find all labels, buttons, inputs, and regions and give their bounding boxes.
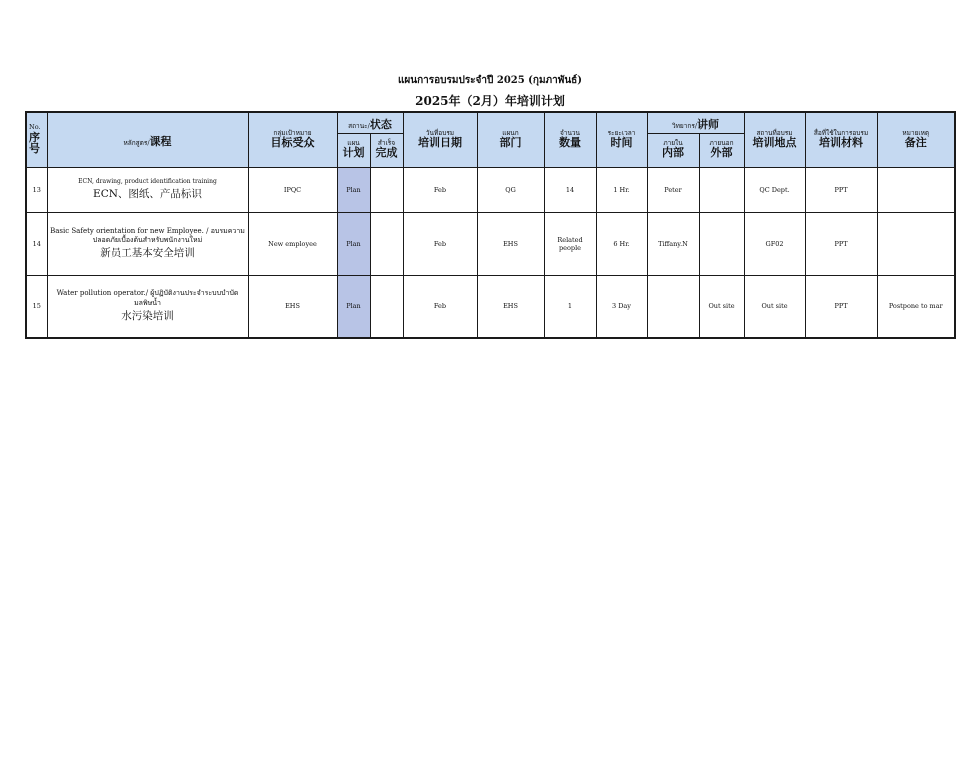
course-en: Basic Safety orientation for new Employee. / อบรมความปลอดภัยเบื้องต้นสำหรับพนักงานใหม่ (50, 226, 245, 245)
header-lecturer-cn: 讲师 (697, 117, 720, 131)
header-audience (248, 112, 337, 167)
header-location-th: สถานที่อบรม (756, 128, 793, 137)
cell-date: Feb (403, 212, 477, 275)
course-cn: ECN、图纸、产品标识 (93, 187, 202, 200)
header-dept-cn: 部门 (499, 136, 522, 150)
header-date-cn: 培训日期 (418, 136, 462, 150)
cell-location: QC Dept. (744, 167, 805, 212)
cell-plan: Plan (337, 275, 370, 338)
header-internal-cn: 内部 (662, 146, 684, 160)
cell-time: 1 Hr. (596, 167, 647, 212)
table-row (26, 212, 955, 275)
cell-internal: Peter (647, 167, 699, 212)
cell-qty: 14 (544, 167, 596, 212)
training-plan-table (25, 111, 956, 339)
header-external (699, 133, 744, 167)
cell-audience: New employee (248, 212, 337, 275)
header-time (596, 112, 647, 167)
cell-date: Feb (403, 167, 477, 212)
header-plan-th: แผน (347, 138, 360, 147)
header-no (26, 112, 47, 167)
cell-done (370, 212, 403, 275)
cell-material: PPT (805, 167, 877, 212)
header-done (370, 133, 403, 167)
header-external-th: ภายนอก (709, 138, 734, 147)
header-dept (477, 112, 544, 167)
header-location (744, 112, 805, 167)
cell-internal (647, 275, 699, 338)
header-material-th: สื่อที่ใช้ในการอบรม (813, 128, 869, 137)
header-no-en: No. (29, 123, 41, 132)
cell-no: 15 (26, 275, 47, 338)
table-row (26, 167, 955, 212)
header-dept-th: แผนก (502, 128, 519, 137)
cell-course (47, 275, 248, 338)
header-course-cn: 课程 (149, 134, 172, 148)
course-cn: 水污染培训 (121, 309, 174, 322)
cell-remarks: Postpone to mar (877, 275, 955, 338)
header-qty-cn: 数量 (559, 136, 581, 150)
cell-audience: IPQC (248, 167, 337, 212)
cell-done (370, 167, 403, 212)
header-external-cn: 外部 (710, 146, 733, 160)
header-status (337, 112, 403, 133)
cell-time: 6 Hr. (596, 212, 647, 275)
course-cn: 新员工基本安全培训 (100, 247, 195, 260)
cell-location: GF02 (744, 212, 805, 275)
header-time-th: ระยะเวลา (607, 128, 636, 137)
header-remarks (877, 112, 955, 167)
cell-course (47, 212, 248, 275)
cell-external (699, 167, 744, 212)
cell-audience: EHS (248, 275, 337, 338)
header-done-th: สำเร็จ (377, 138, 396, 147)
cell-internal: Tiffany.N (647, 212, 699, 275)
cell-date: Feb (403, 275, 477, 338)
cell-no: 13 (26, 167, 47, 212)
course-en: ECN, drawing, product identification training (78, 178, 217, 186)
header-status-cn: 状态 (369, 117, 392, 131)
header-done-cn: 完成 (375, 146, 398, 160)
table-row (26, 275, 955, 338)
cell-plan: Plan (337, 212, 370, 275)
header-date (403, 112, 477, 167)
cell-external: Out site (699, 275, 744, 338)
cell-qty: 1 (544, 275, 596, 338)
cell-done (370, 275, 403, 338)
header-material (805, 112, 877, 167)
cell-no: 14 (26, 212, 47, 275)
header-qty-th: จำนวน (560, 128, 580, 137)
header-internal-th: ภายใน (663, 138, 683, 147)
header-plan (337, 133, 370, 167)
cell-dept: QG (477, 167, 544, 212)
header-audience-cn: 目标受众 (270, 136, 315, 150)
cell-dept: EHS (477, 212, 544, 275)
header-date-th: วันที่อบรม (425, 128, 455, 137)
header-time-cn: 时间 (610, 136, 633, 150)
header-lecturer (647, 112, 744, 133)
cell-material: PPT (805, 212, 877, 275)
document-title-thai: แผนการอบรมประจำปี 2025 (กุมภาพันธ์) (397, 75, 583, 86)
header-lecturer-th: วิทยากร/ (672, 121, 698, 130)
header-plan-cn: 计划 (342, 146, 365, 160)
cell-time: 3 Day (596, 275, 647, 338)
cell-qty: Related people (544, 212, 596, 275)
cell-remarks (877, 167, 955, 212)
header-no-cn: 序号 (29, 130, 40, 156)
header-material-cn: 培训材料 (819, 136, 864, 150)
header-qty (544, 112, 596, 167)
cell-remarks (877, 212, 955, 275)
cell-location: Out site (744, 275, 805, 338)
document-title-chinese: 2025年（2月）年培训计划 (415, 94, 565, 108)
header-audience-th: กลุ่มเป้าหมาย (273, 128, 312, 137)
cell-material: PPT (805, 275, 877, 338)
cell-plan: Plan (337, 167, 370, 212)
header-remarks-th: หมายเหตุ (902, 128, 930, 137)
cell-external (699, 212, 744, 275)
header-status-th: สถานะ/ (348, 121, 370, 130)
header-course (47, 112, 248, 167)
header-internal (647, 133, 699, 167)
header-remarks-cn: 备注 (904, 136, 927, 150)
header-location-cn: 培训地点 (752, 136, 797, 150)
header-course-th: หลักสูตร/ (123, 138, 150, 147)
course-en: Water pollution operator./ ผู้ปฏิบัติงานประจำระบบบำบัดมลพิษน้ำ (56, 289, 239, 308)
cell-dept: EHS (477, 275, 544, 338)
cell-course (47, 167, 248, 212)
